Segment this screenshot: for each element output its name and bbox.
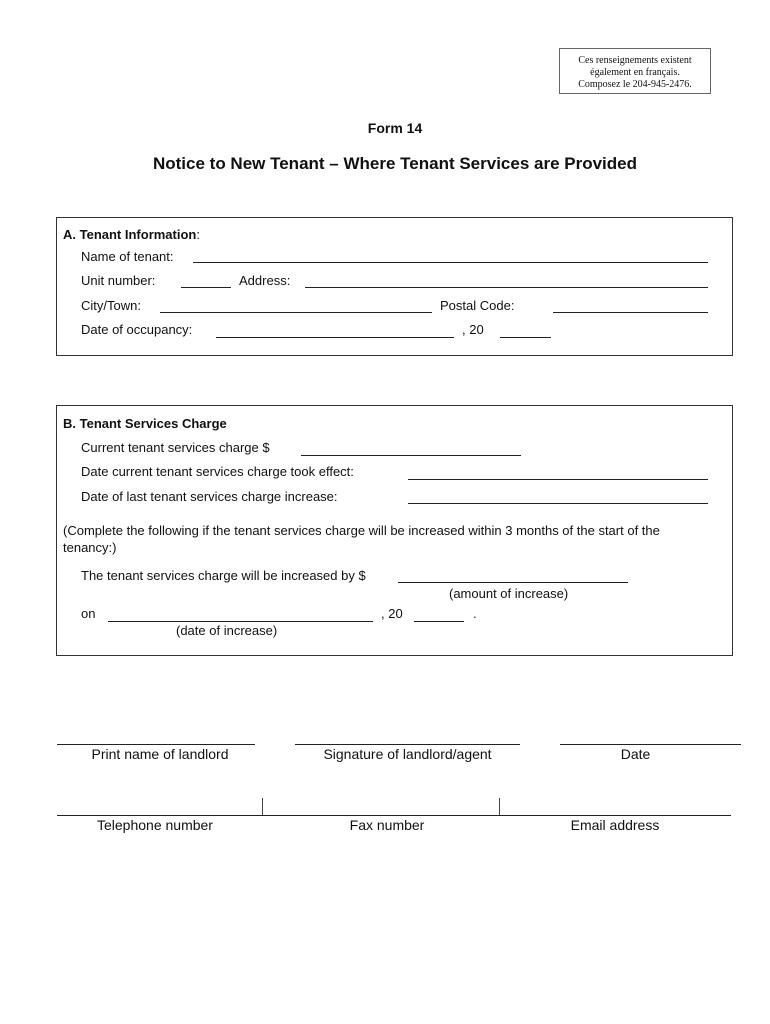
section-b-heading: B. Tenant Services Charge — [63, 416, 227, 431]
form-number: Form 14 — [367, 120, 423, 136]
postal-field[interactable] — [553, 312, 708, 313]
telephone-label[interactable]: Telephone number — [97, 817, 213, 833]
contact-divider — [262, 798, 263, 815]
instructions: (Complete the following if the tenant services charge will be increased within 3 months of the start of the tenancy:) — [63, 523, 660, 555]
current-charge-field[interactable] — [301, 455, 521, 456]
french-notice-box — [559, 48, 711, 94]
label-postal: Postal Code: — [440, 298, 515, 313]
contact-line — [57, 815, 731, 816]
increase-date-field[interactable] — [108, 621, 373, 622]
label-address: Address: — [239, 273, 291, 288]
date-label: Date — [620, 746, 651, 762]
label-on: on — [81, 606, 96, 621]
label-increase: The tenant services charge will be increased by $ — [81, 568, 366, 583]
unit-field[interactable] — [181, 287, 231, 288]
contact-divider — [499, 798, 500, 815]
last-increase-field[interactable] — [408, 503, 708, 504]
occupancy-date-field[interactable] — [216, 337, 454, 338]
colon: : — [196, 227, 200, 242]
address-field[interactable] — [305, 287, 708, 288]
label-year-b: , 20 — [381, 606, 403, 621]
date-line[interactable] — [560, 744, 741, 745]
occupancy-year-field[interactable] — [500, 337, 551, 338]
label-name: Name of tenant: — [81, 249, 174, 264]
date-caption: (date of increase) — [176, 623, 278, 638]
name-field[interactable] — [193, 262, 708, 263]
print-name-line[interactable] — [57, 744, 255, 745]
increase-amount-field[interactable] — [398, 582, 628, 583]
email-label[interactable]: Email address — [570, 817, 660, 833]
fax-label[interactable]: Fax number — [349, 817, 425, 833]
label-year: , 20 — [462, 322, 484, 337]
label-unit: Unit number: — [81, 273, 156, 288]
city-field[interactable] — [160, 312, 432, 313]
label-effect-date: Date current tenant services charge took effect: — [81, 464, 354, 479]
period: . — [473, 606, 477, 621]
section-a-heading — [63, 227, 200, 242]
french-notice-line: Ces renseignements existent — [578, 55, 692, 66]
amount-caption: (amount of increase) — [449, 586, 569, 601]
increase-year-field[interactable] — [414, 621, 464, 622]
label-occupancy: Date of occupancy: — [81, 322, 193, 337]
label-last-increase: Date of last tenant services charge increase: — [81, 489, 338, 504]
label-current-charge: Current tenant services charge $ — [81, 440, 270, 455]
signature-label: Signature of landlord/agent — [323, 746, 492, 762]
heading-text: A. Tenant Information — [63, 227, 197, 242]
effect-date-field[interactable] — [408, 479, 708, 480]
label-city: City/Town: — [81, 298, 141, 313]
page-title: Notice to New Tenant – Where Tenant Services are Provided — [152, 154, 637, 173]
print-name-label: Print name of landlord — [91, 746, 229, 762]
signature-line[interactable] — [295, 744, 520, 745]
french-notice-line: également en français. — [590, 67, 680, 78]
french-notice-line: Composez le 204-945-2476. — [578, 79, 692, 90]
